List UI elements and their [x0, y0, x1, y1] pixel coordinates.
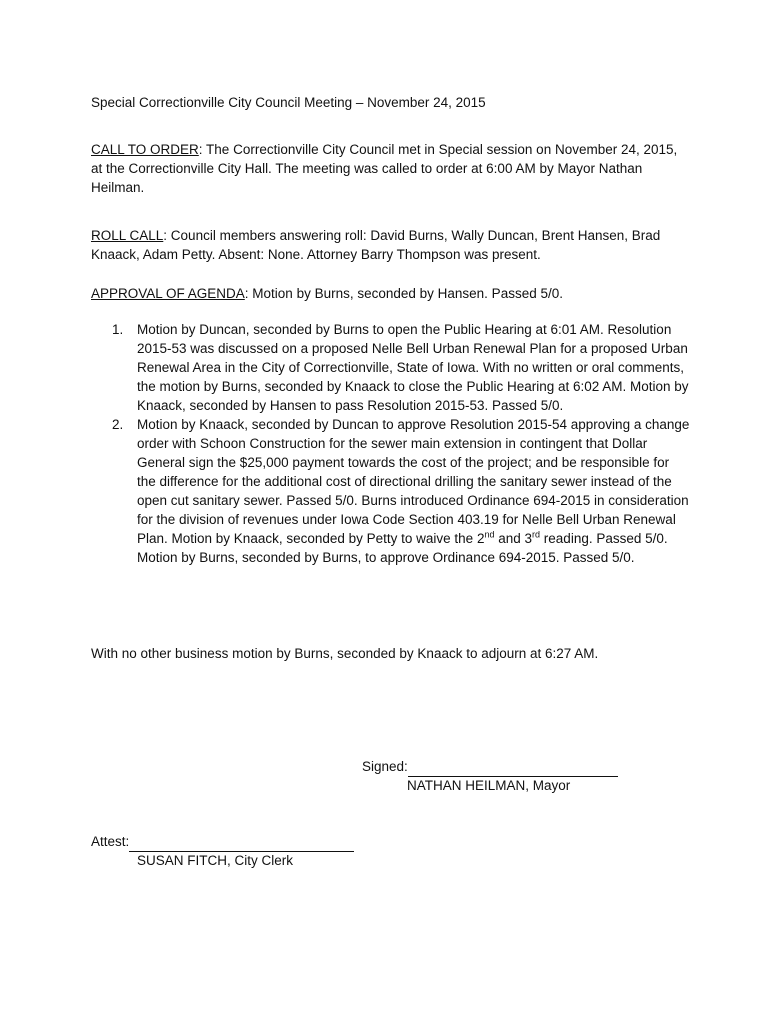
list-item-text [137, 417, 689, 565]
roll-call-paragraph [91, 226, 691, 264]
ordinal-suffix: rd [532, 529, 541, 540]
roll-call-heading: ROLL CALL [91, 228, 164, 243]
attest-signature-line [129, 832, 354, 852]
list-item-text-part: and [494, 531, 525, 546]
list-item [91, 320, 691, 415]
adjourn-paragraph: With no other business motion by Burns, seconded by Knaack to adjourn at 6:27 AM. [91, 646, 599, 661]
call-to-order-paragraph [91, 140, 691, 197]
agenda-items-list [91, 320, 691, 567]
attester-name: SUSAN FITCH, City Clerk [137, 853, 294, 868]
ordinal-suffix: nd [484, 529, 495, 540]
call-to-order-text: : The Correctionville City Council met in Special session on November 24, 2015, at the Correctionville City Hall. The meeting was called to order at 6:00 AM by Mayor Nathan Heilman. [91, 142, 678, 195]
approval-of-agenda-text: : Motion by Burns, seconded by Hansen. Passed 5/0. [244, 286, 563, 301]
roll-call-text: : Council members answering roll: David Burns, Wally Duncan, Brent Hansen, Brad Knaack, Adam Petty. Absent: None. Attorney Barry Thompson was present. [91, 228, 661, 262]
document-title: Special Correctionville City Council Meeting – November 24, 2015 [91, 95, 486, 110]
list-item-number: 1. [112, 322, 124, 337]
signature-block [362, 757, 618, 777]
list-item [91, 415, 691, 567]
approval-of-agenda-heading: APPROVAL OF AGENDA [91, 286, 245, 301]
signer-name: NATHAN HEILMAN, Mayor [407, 778, 571, 793]
signature-line [408, 757, 618, 777]
list-item-number: 2. [112, 417, 124, 432]
approval-of-agenda-paragraph [91, 284, 691, 303]
attest-label: Attest: [91, 834, 130, 849]
signed-label: Signed: [362, 759, 408, 774]
ordinal-number: 3 [524, 531, 533, 546]
list-item-text-part: Motion by Knaack, seconded by Duncan to approve Resolution 2015-54 approving a change order with Schoon Construction for the sewer main extension in contingent that Dollar General sign the $25,000 payment towards the cost of the project; and be responsible for the difference for the additional cost of directional drilling the sanitary sewer instead of the open cut sanitary sewer. Passed 5/0. Burns introduced Ordinance 694-2015 in consideration for the division of revenues under Iowa Code Section 403.19 for Nelle Bell Urban Renewal Plan. Motion by Knaack, seconded by Petty to waive the [137, 417, 690, 546]
attest-block [91, 832, 354, 852]
call-to-order-heading: CALL TO ORDER [91, 142, 199, 157]
list-item-text: Motion by Duncan, seconded by Burns to open the Public Hearing at 6:01 AM. Resolution 2015-53 was discussed on a proposed Nelle Bell Urban Renewal Plan for a proposed Urban Renewal Area in the City of Correctionville, State of Iowa. With no written or oral comments, the motion by Burns, seconded by Knaack to close the Public Hearing at 6:02 AM. Motion by Knaack, seconded by Hansen to pass Resolution 2015-53. Passed 5/0. [137, 322, 689, 413]
ordinal-number: 2 [476, 531, 485, 546]
list-item-text-part: reading. Passed 5/0. Motion by Burns, seconded by Burns, to approve Ordinance 694-2015. Passed 5/0. [137, 531, 668, 565]
